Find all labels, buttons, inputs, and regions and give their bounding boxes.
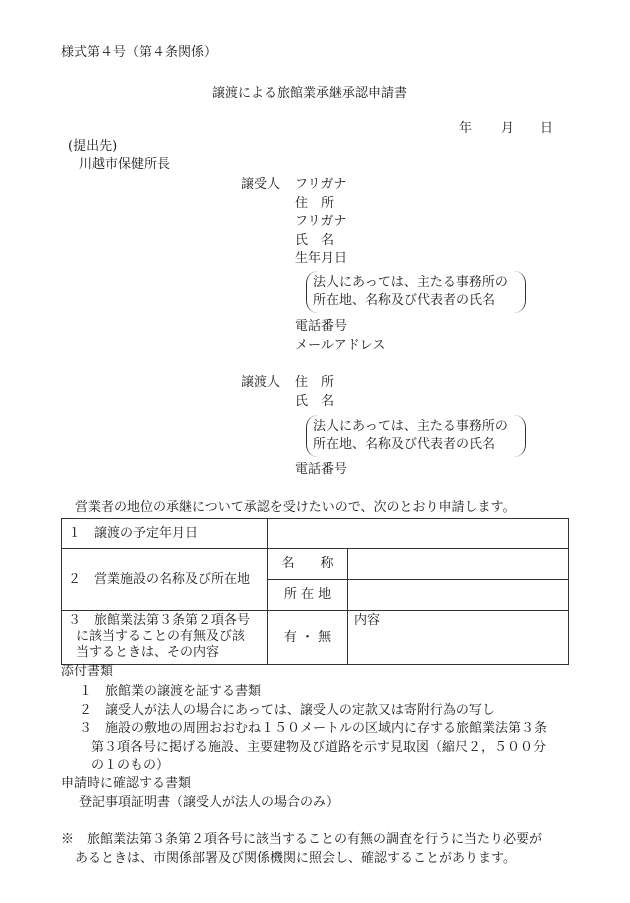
attachment-item-3-line3: の１のもの）: [91, 758, 170, 773]
table-row-facility-name: [62, 549, 569, 580]
attachment-item-3-line1: ３ 施設の敷地の周囲おおむね１５０メートルの区域内に存する旅館業法第３条: [79, 721, 548, 736]
attachment-item-3-line2: 第３項各号に掲げる施設、主要建物及び道路を示す見取図（縮尺２，５００分: [91, 740, 547, 755]
application-table: [61, 518, 569, 665]
transferor-phone-label: 電話番号: [295, 462, 348, 477]
transfer-date-label: １ 譲渡の予定年月日: [62, 519, 268, 549]
eligibility-choice[interactable]: 有 ・ 無: [268, 611, 348, 665]
transfer-date-value[interactable]: [268, 519, 569, 549]
transferor-label: 譲渡人: [241, 375, 281, 390]
table-row-transfer-date: [62, 519, 569, 549]
attachment-item-1: １ 旅館業の譲渡を証する書類: [79, 684, 262, 699]
transferee-corp-note-line2: 所在地、名称及び代表者の氏名: [313, 293, 496, 308]
eligibility-label-line1: ３ 旅館業法第３条第２項各号: [68, 613, 251, 628]
transferee-phone-label: 電話番号: [295, 319, 348, 334]
transferee-furigana-address: フリガナ: [295, 177, 347, 192]
facility-label: ２ 営業施設の名称及び所在地: [62, 549, 268, 611]
recipient-name: 川越市保健所長: [79, 157, 171, 172]
eligibility-label-line3: 当するときは、その内容: [76, 645, 220, 660]
confirm-item-1: 登記事項証明書（譲受人が法人の場合のみ）: [79, 795, 340, 810]
transferor-corp-note-line1: 法人にあっては、主たる事務所の: [313, 419, 508, 434]
date-month-label: 月: [501, 121, 515, 136]
eligibility-label-line2: に該当することの有無及び該: [76, 629, 246, 644]
document-title: 譲渡による旅館業承継承認申請書: [212, 86, 408, 101]
transferee-label: 譲受人: [241, 177, 281, 192]
note-line1: ※ 旅館業法第３条第２項各号に該当することの有無の調査を行うに当たり必要が: [61, 832, 543, 847]
transferor-name-label: 氏 名: [295, 394, 335, 409]
attachments-heading: 添付書類: [61, 664, 114, 679]
table-row-eligibility: [62, 611, 569, 665]
form-number: 様式第４号（第４条関係）: [61, 45, 218, 60]
facility-name-value[interactable]: [348, 549, 569, 580]
transferor-corp-note-line2: 所在地、名称及び代表者の氏名: [313, 437, 496, 452]
transferee-corp-note-bracket: [306, 271, 526, 313]
attachment-item-2: ２ 譲受人が法人の場合にあっては、譲受人の定款又は寄附行為の写し: [79, 703, 495, 718]
facility-name-label: 名 称: [268, 549, 348, 580]
eligibility-label: [62, 611, 268, 665]
transferee-corp-note-line1: 法人にあっては、主たる事務所の: [313, 275, 508, 290]
transferor-address-label: 住 所: [295, 375, 335, 390]
facility-location-label: 所 在 地: [268, 580, 348, 611]
recipient-label: (提出先): [68, 139, 118, 154]
date-year-label: 年: [459, 121, 473, 136]
facility-location-value[interactable]: [348, 580, 569, 611]
date-day-label: 日: [540, 121, 554, 136]
transferee-address-label: 住 所: [295, 196, 335, 211]
note-line2: あるときは、市関係部署及び関係機関に照会し、確認することがあります。: [75, 851, 516, 866]
eligibility-content-label[interactable]: 内容: [348, 611, 569, 665]
confirm-heading: 申請時に確認する書類: [61, 776, 192, 791]
transferee-name-label: 氏 名: [295, 233, 335, 248]
transferee-email-label: メールアドレス: [295, 338, 386, 353]
transferee-birthdate-label: 生年月日: [295, 251, 348, 266]
transferee-furigana-name: フリガナ: [295, 214, 347, 229]
transferor-corp-note-bracket: [306, 415, 526, 457]
intro-text: 営業者の地位の承継について承認を受けたいので、次のとおり申請します。: [75, 500, 516, 515]
